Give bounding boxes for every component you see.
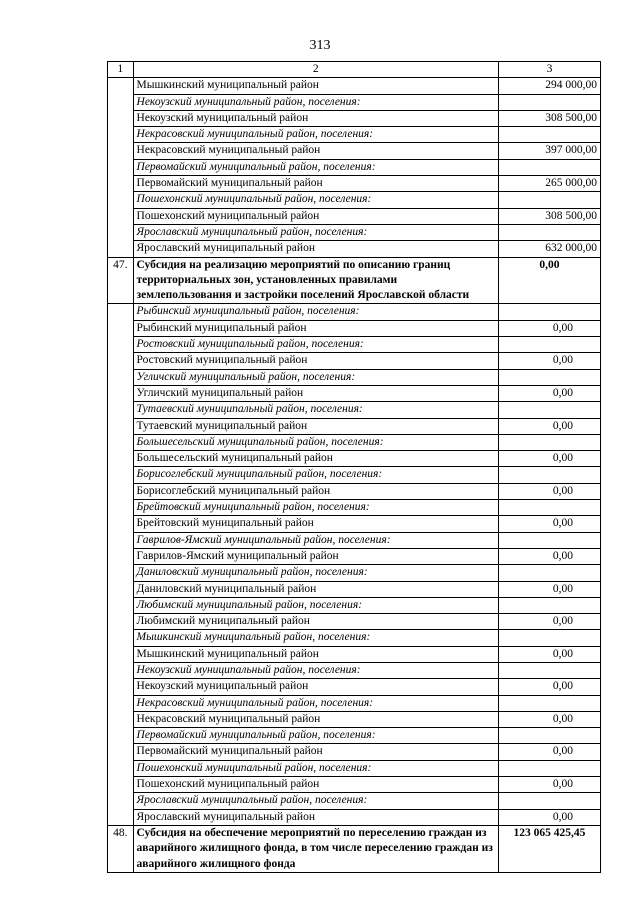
amount-value: 397 000,00 — [498, 143, 600, 159]
empty-value-cell — [498, 159, 600, 175]
district-subheading: Первомайский муниципальный район, поселения: — [133, 159, 498, 175]
empty-value-cell — [498, 127, 600, 143]
item-number-blank — [108, 565, 134, 581]
amount-value: 0,00 — [498, 809, 600, 825]
table-row — [108, 320, 601, 336]
district-name: Мышкинский муниципальный район — [133, 646, 498, 662]
district-name: Ярославский муниципальный район — [133, 241, 498, 257]
table-row — [108, 385, 601, 401]
amount-value: 308 500,00 — [498, 110, 600, 126]
district-subheading: Любимский муниципальный район, поселения: — [133, 597, 498, 613]
subsidy-title-row — [108, 825, 601, 872]
district-subheading: Гаврилов-Ямский муниципальный район, поселения: — [133, 532, 498, 548]
item-number-blank — [108, 127, 134, 143]
header-col-number: 1 — [108, 62, 134, 78]
empty-value-cell — [498, 565, 600, 581]
district-name: Большесельский муниципальный район — [133, 451, 498, 467]
empty-value-cell — [498, 337, 600, 353]
table-row — [108, 176, 601, 192]
item-number-blank — [108, 208, 134, 224]
subheading-row — [108, 760, 601, 776]
subheading-row — [108, 337, 601, 353]
district-name: Ростовский муниципальный район — [133, 353, 498, 369]
item-number-blank — [108, 402, 134, 418]
empty-value-cell — [498, 402, 600, 418]
subheading-row — [108, 565, 601, 581]
empty-value-cell — [498, 695, 600, 711]
table-row — [108, 110, 601, 126]
amount-value: 632 000,00 — [498, 241, 600, 257]
table-row — [108, 711, 601, 727]
item-number-blank — [108, 353, 134, 369]
district-subheading: Некрасовский муниципальный район, поселения: — [133, 127, 498, 143]
item-number-blank — [108, 581, 134, 597]
empty-value-cell — [498, 224, 600, 240]
item-number-blank — [108, 695, 134, 711]
empty-value-cell — [498, 304, 600, 320]
empty-value-cell — [498, 369, 600, 385]
subheading-row — [108, 597, 601, 613]
empty-value-cell — [498, 467, 600, 483]
district-subheading: Пошехонский муниципальный район, поселения: — [133, 192, 498, 208]
district-subheading: Борисоглебский муниципальный район, поселения: — [133, 467, 498, 483]
district-name: Первомайский муниципальный район — [133, 176, 498, 192]
district-name: Пошехонский муниципальный район — [133, 208, 498, 224]
district-subheading: Большесельский муниципальный район, поселения: — [133, 434, 498, 450]
empty-value-cell — [498, 630, 600, 646]
empty-value-cell — [498, 434, 600, 450]
item-number: 47. — [108, 257, 134, 304]
district-name: Пошехонский муниципальный район — [133, 777, 498, 793]
amount-value: 0,00 — [498, 483, 600, 499]
subheading-row — [108, 532, 601, 548]
empty-value-cell — [498, 532, 600, 548]
item-number-blank — [108, 192, 134, 208]
header-col-name: 2 — [133, 62, 498, 78]
subheading-row — [108, 224, 601, 240]
district-name: Некрасовский муниципальный район — [133, 711, 498, 727]
item-number: 48. — [108, 825, 134, 872]
subsidy-table — [107, 61, 601, 873]
table-row — [108, 353, 601, 369]
subheading-row — [108, 192, 601, 208]
subheading-row — [108, 94, 601, 110]
subheading-row — [108, 127, 601, 143]
district-subheading: Рыбинский муниципальный район, поселения: — [133, 304, 498, 320]
table-row — [108, 516, 601, 532]
district-name: Любимский муниципальный район — [133, 614, 498, 630]
subheading-row — [108, 630, 601, 646]
table-row — [108, 646, 601, 662]
empty-value-cell — [498, 500, 600, 516]
item-number-blank — [108, 662, 134, 678]
empty-value-cell — [498, 94, 600, 110]
item-number-blank — [108, 320, 134, 336]
district-name: Ярославский муниципальный район — [133, 809, 498, 825]
district-name: Тутаевский муниципальный район — [133, 418, 498, 434]
district-name: Борисоглебский муниципальный район — [133, 483, 498, 499]
empty-value-cell — [498, 597, 600, 613]
district-name: Рыбинский муниципальный район — [133, 320, 498, 336]
subheading-row — [108, 467, 601, 483]
district-subheading: Некоузский муниципальный район, поселения: — [133, 94, 498, 110]
district-subheading: Ярославский муниципальный район, поселения: — [133, 224, 498, 240]
item-number-blank — [108, 809, 134, 825]
table-row — [108, 451, 601, 467]
item-number-blank — [108, 337, 134, 353]
amount-value: 0,00 — [498, 744, 600, 760]
amount-value: 0,00 — [498, 581, 600, 597]
district-subheading: Ярославский муниципальный район, поселения: — [133, 793, 498, 809]
item-number-blank — [108, 711, 134, 727]
table-body — [108, 78, 601, 873]
district-name: Первомайский муниципальный район — [133, 744, 498, 760]
item-number-blank — [108, 176, 134, 192]
item-number-blank — [108, 483, 134, 499]
subsidy-title-row — [108, 257, 601, 304]
item-number-blank — [108, 516, 134, 532]
amount-value: 0,00 — [498, 777, 600, 793]
item-number-blank — [108, 679, 134, 695]
item-number-blank — [108, 241, 134, 257]
district-subheading: Ростовский муниципальный район, поселения: — [133, 337, 498, 353]
table-row — [108, 208, 601, 224]
item-number-blank — [108, 500, 134, 516]
district-subheading: Некоузский муниципальный район, поселения: — [133, 662, 498, 678]
table-row — [108, 744, 601, 760]
empty-value-cell — [498, 728, 600, 744]
district-name: Угличский муниципальный район — [133, 385, 498, 401]
subheading-row — [108, 434, 601, 450]
amount-value: 0,00 — [498, 516, 600, 532]
item-number-blank — [108, 304, 134, 320]
item-number-blank — [108, 418, 134, 434]
table-row — [108, 483, 601, 499]
amount-value: 0,00 — [498, 320, 600, 336]
subheading-row — [108, 728, 601, 744]
subsidy-total: 123 065 425,45 — [498, 825, 600, 872]
district-name: Некоузский муниципальный район — [133, 679, 498, 695]
amount-value: 0,00 — [498, 385, 600, 401]
item-number-blank — [108, 110, 134, 126]
table-row — [108, 809, 601, 825]
empty-value-cell — [498, 192, 600, 208]
district-subheading: Тутаевский муниципальный район, поселения: — [133, 402, 498, 418]
subheading-row — [108, 662, 601, 678]
table-row — [108, 679, 601, 695]
item-number-blank — [108, 597, 134, 613]
item-number-blank — [108, 224, 134, 240]
amount-value: 308 500,00 — [498, 208, 600, 224]
amount-value: 0,00 — [498, 711, 600, 727]
item-number-blank — [108, 793, 134, 809]
table-row — [108, 777, 601, 793]
district-subheading: Первомайский муниципальный район, поселения: — [133, 728, 498, 744]
subheading-row — [108, 304, 601, 320]
subheading-row — [108, 369, 601, 385]
district-name: Брейтовский муниципальный район — [133, 516, 498, 532]
district-name: Даниловский муниципальный район — [133, 581, 498, 597]
subheading-row — [108, 500, 601, 516]
item-number-blank — [108, 532, 134, 548]
amount-value: 0,00 — [498, 353, 600, 369]
amount-value: 265 000,00 — [498, 176, 600, 192]
subsidy-title: Субсидия на обеспечение мероприятий по переселению граждан из аварийного жилищного фонда, в том числе переселению граждан из аварийного жилищного фонда — [133, 825, 498, 872]
subheading-row — [108, 793, 601, 809]
item-number-blank — [108, 728, 134, 744]
item-number-blank — [108, 630, 134, 646]
page-number: 313 — [309, 38, 331, 53]
item-number-blank — [108, 434, 134, 450]
amount-value: 0,00 — [498, 451, 600, 467]
table-header-row — [108, 62, 601, 78]
district-subheading: Некрасовский муниципальный район, поселения: — [133, 695, 498, 711]
table-row — [108, 614, 601, 630]
item-number-blank — [108, 143, 134, 159]
district-subheading: Угличский муниципальный район, поселения: — [133, 369, 498, 385]
amount-value: 0,00 — [498, 418, 600, 434]
amount-value: 0,00 — [498, 548, 600, 564]
amount-value: 0,00 — [498, 614, 600, 630]
item-number-blank — [108, 548, 134, 564]
district-subheading: Даниловский муниципальный район, поселения: — [133, 565, 498, 581]
subsidy-total: 0,00 — [498, 257, 600, 304]
district-name: Некрасовский муниципальный район — [133, 143, 498, 159]
subheading-row — [108, 402, 601, 418]
item-number-blank — [108, 385, 134, 401]
table-row — [108, 418, 601, 434]
empty-value-cell — [498, 760, 600, 776]
item-number-blank — [108, 614, 134, 630]
district-name: Некоузский муниципальный район — [133, 110, 498, 126]
subheading-row — [108, 159, 601, 175]
item-number-blank — [108, 451, 134, 467]
table-row — [108, 548, 601, 564]
item-number-blank — [108, 78, 134, 94]
district-name: Мышкинский муниципальный район — [133, 78, 498, 94]
subheading-row — [108, 695, 601, 711]
item-number-blank — [108, 467, 134, 483]
table-row — [108, 78, 601, 94]
table-row — [108, 241, 601, 257]
item-number-blank — [108, 760, 134, 776]
district-subheading: Мышкинский муниципальный район, поселения: — [133, 630, 498, 646]
table-row — [108, 581, 601, 597]
item-number-blank — [108, 369, 134, 385]
district-name: Гаврилов-Ямский муниципальный район — [133, 548, 498, 564]
table-row — [108, 143, 601, 159]
district-subheading: Пошехонский муниципальный район, поселения: — [133, 760, 498, 776]
item-number-blank — [108, 159, 134, 175]
amount-value: 0,00 — [498, 646, 600, 662]
item-number-blank — [108, 94, 134, 110]
district-subheading: Брейтовский муниципальный район, поселения: — [133, 500, 498, 516]
item-number-blank — [108, 777, 134, 793]
empty-value-cell — [498, 662, 600, 678]
subsidy-title: Субсидия на реализацию мероприятий по описанию границ территориальных зон, установленных правилами землепользования и застройки поселений Ярославской области — [133, 257, 498, 304]
amount-value: 294 000,00 — [498, 78, 600, 94]
empty-value-cell — [498, 793, 600, 809]
item-number-blank — [108, 646, 134, 662]
amount-value: 0,00 — [498, 679, 600, 695]
item-number-blank — [108, 744, 134, 760]
header-col-value: 3 — [498, 62, 600, 78]
